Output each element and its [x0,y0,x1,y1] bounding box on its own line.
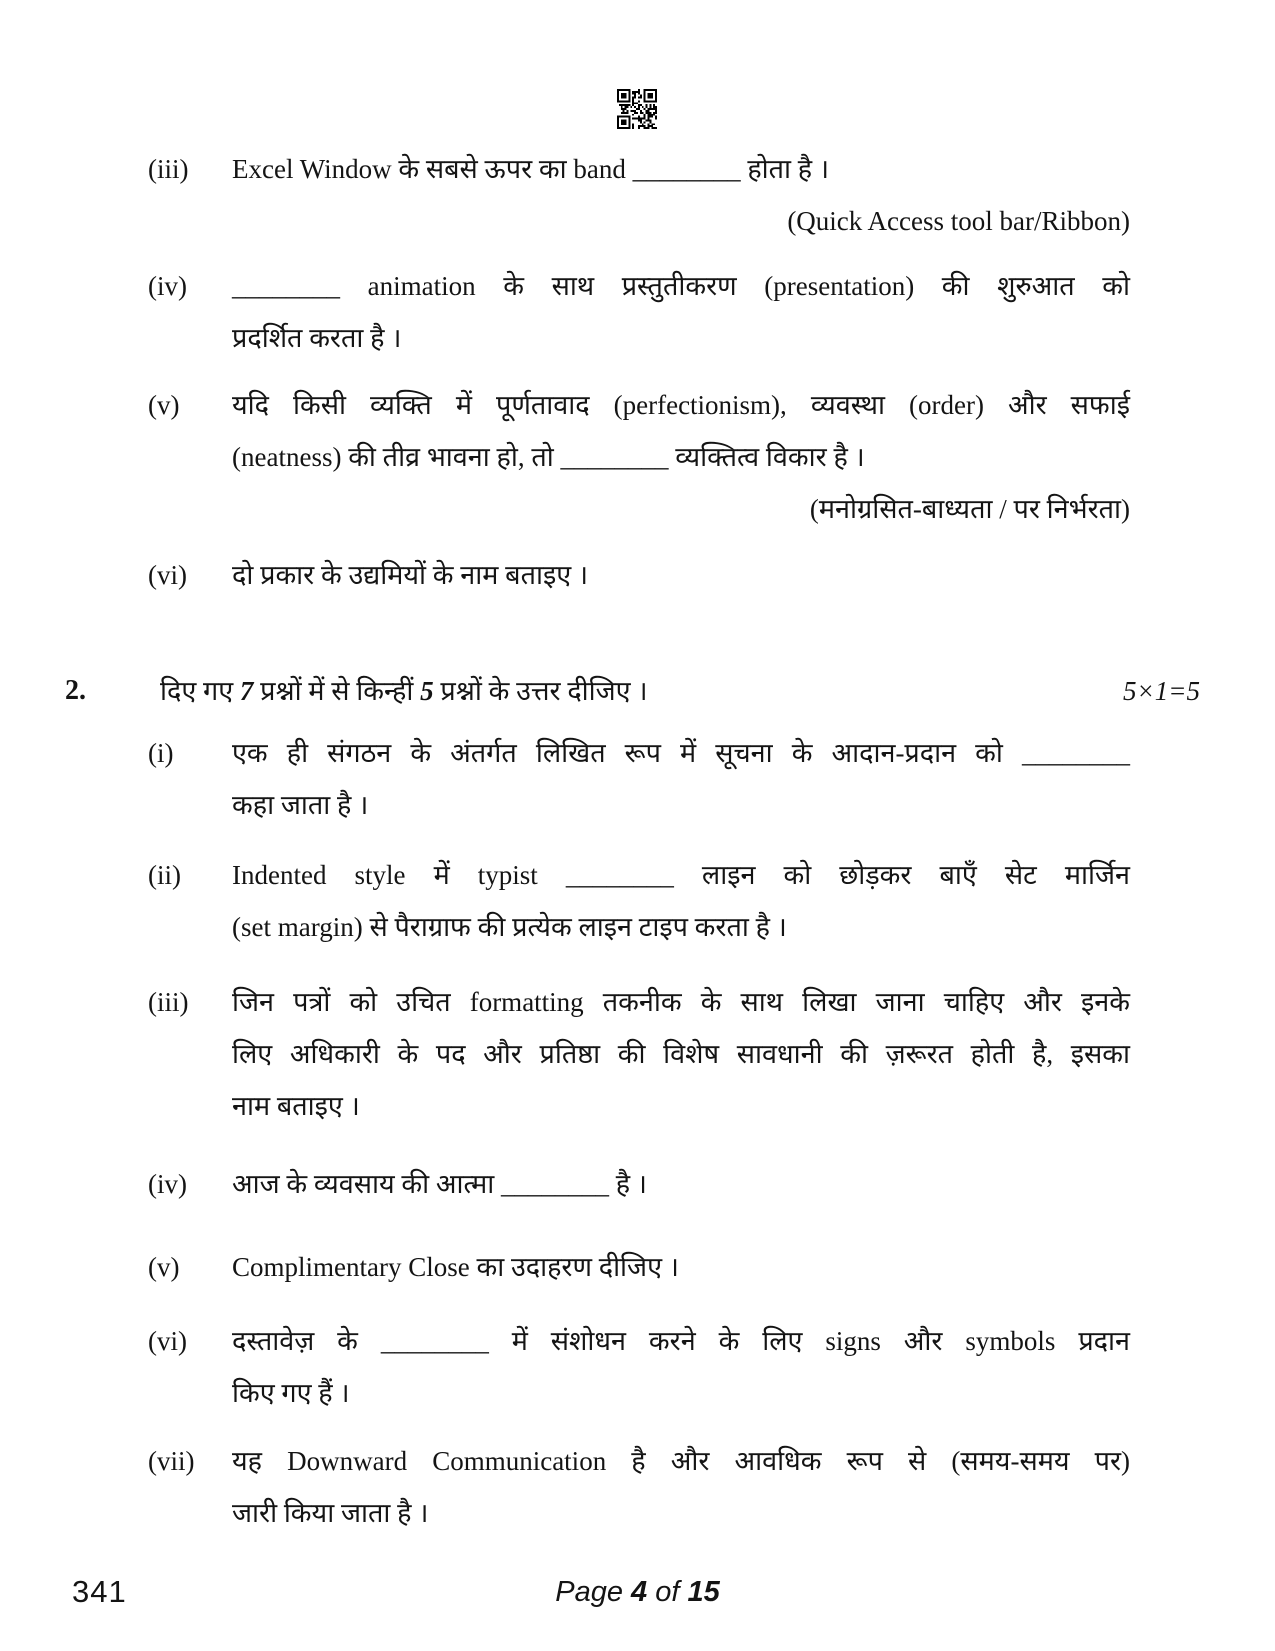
item-label: (vi) [148,560,187,590]
question-line: जारी किया जाता है । [232,1498,429,1528]
instruction-text: प्रश्नों में से किन्हीं [253,676,421,706]
question-line: Excel Window के सबसे ऊपर का band ________ होता है । [232,154,830,184]
marks-label: 5×1=5 [1123,676,1200,706]
item-label: (v) [148,390,180,420]
question-2-header [65,665,1200,717]
item-label: (iv) [148,1169,187,1199]
question-line: प्रदर्शित करता है । [232,323,402,353]
of-word: of [647,1576,688,1608]
item-label: (vi) [148,1326,187,1356]
question-line: कहा जाता है । [232,790,369,820]
item-label: (iv) [148,271,187,301]
q2-item-v [148,1241,1130,1293]
question-2-instruction [160,665,1130,717]
qr-code-icon [617,88,657,130]
question-line: नाम बताइए । [232,1091,360,1121]
page-content [0,130,1275,1539]
page-word: Page [555,1576,632,1608]
qr-code-graphic [617,88,657,130]
paper-code: 341 [72,1574,127,1609]
q2-item-iv [148,1158,1130,1210]
question-line: लिए अधिकारी के पद और प्रतिष्ठा की विशेष सावधानी की ज़रूरत होती है, इसका [232,1039,1130,1069]
q2-item-vi [148,1315,1130,1419]
question-line: आज के व्यवसाय की आत्मा ________ है । [232,1169,648,1199]
question-line: Complimentary Close का उदाहरण दीजिए । [232,1252,680,1282]
q2-item-i [148,727,1130,831]
item-label: (ii) [148,860,181,890]
q1-item-iii [148,143,1130,247]
q2-item-vii [148,1435,1130,1539]
question-line: किए गए हैं । [232,1378,350,1408]
page-current: 4 [631,1576,648,1608]
question-line: दो प्रकार के उद्यमियों के नाम बताइए । [232,560,589,590]
page-footer [0,1572,1275,1612]
instruction-number: 5 [420,676,434,706]
item-label: (v) [148,1252,180,1282]
question-line: ________ animation के साथ प्रस्तुतीकरण (presentation) की शुरुआत को [232,271,1130,301]
item-label: (vii) [148,1446,195,1476]
q1-item-vi [148,549,1130,601]
question-line: (neatness) की तीव्र भावना हो, तो ________ व्यक्तित्व विकार है । [232,442,865,472]
question-line: Indented style में typist ________ लाइन को छोड़कर बाएँ सेट मार्जिन [232,860,1130,890]
page-total: 15 [687,1576,720,1608]
question-line: यदि किसी व्यक्ति में पूर्णतावाद (perfectionism), व्यवस्था (order) और सफाई [232,390,1130,420]
q2-item-ii [148,849,1130,953]
instruction-text: दिए गए [160,676,240,706]
instruction-text: प्रश्नों के उत्तर दीजिए । [433,676,648,706]
item-label: (iii) [148,987,189,1017]
page-indicator [0,1576,1275,1609]
instruction-number: 7 [239,676,254,706]
item-label: (iii) [148,154,189,184]
question-line: एक ही संगठन के अंतर्गत लिखित रूप में सूचना के आदान-प्रदान को ________ [232,738,1130,768]
q2-item-iii [148,976,1130,1132]
question-line: यह Downward Communication है और आवधिक रूप से (समय-समय पर) [232,1446,1130,1476]
q1-item-iv [148,260,1130,364]
q1-item-v [148,379,1130,535]
question-line: (set margin) से पैराग्राफ की प्रत्येक लाइन टाइप करता है । [232,912,787,942]
question-line: दस्तावेज़ के ________ में संशोधन करने के लिए signs और symbols प्रदान [232,1326,1130,1356]
answer-hint: (Quick Access tool bar/Ribbon) [787,206,1130,236]
question-number: 2. [65,675,86,706]
answer-hint: (मनोग्रसित-बाध्यता / पर निर्भरता) [809,494,1130,524]
question-line: जिन पत्रों को उचित formatting तकनीक के साथ लिखा जाना चाहिए और इनके [232,987,1130,1017]
item-label: (i) [148,738,174,768]
